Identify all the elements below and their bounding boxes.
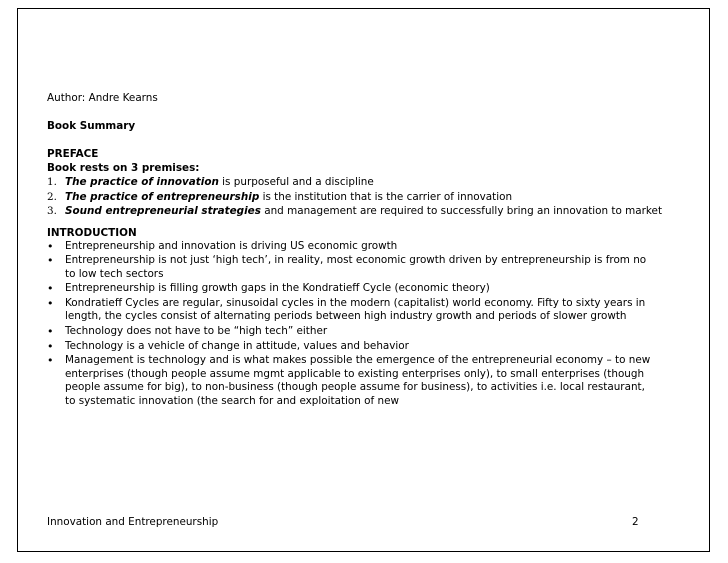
- bullet-text: [65, 282, 490, 296]
- bullet-text-line: Kondratieff Cycles are regular, sinusoidal cycles in the modern (capitalist) world economy. Fifty to sixty years in: [65, 296, 646, 309]
- bullet-item: [47, 254, 667, 281]
- bullet-item: [47, 297, 667, 324]
- bullet-dot-icon: •: [47, 254, 54, 268]
- bullet-item: [47, 240, 667, 254]
- introduction-section: [47, 226, 667, 409]
- bullet-item: [47, 325, 667, 339]
- preface-heading: PREFACE: [47, 148, 99, 160]
- page-number: 2: [632, 516, 639, 528]
- bullet-text: [65, 297, 645, 324]
- premise-number: 3.: [47, 205, 57, 217]
- bullet-text-line: people assume for big), to non-business (though people assume for business), to activities i.e. local restaurant,: [65, 381, 645, 394]
- premise-item: [47, 204, 667, 219]
- bullet-text-line: Management is technology and is what makes possible the emergence of the entrepreneurial economy – to new: [65, 354, 651, 367]
- bullet-text-line: Entrepreneurship is not just ‘high tech’, in reality, most economic growth driven by entrepreneurship is from no: [65, 254, 647, 267]
- premise-text: and management are required to successfully bring an innovation to market: [260, 205, 663, 217]
- preface-section: [47, 147, 667, 219]
- introduction-heading: INTRODUCTION: [47, 226, 137, 239]
- bullet-text-line: length, the cycles consist of alternating periods between high industry growth and periods of slower growth: [65, 310, 627, 323]
- premise-emphasis: Sound entrepreneurial strategies: [65, 205, 261, 217]
- bullet-text-line: to low tech sectors: [65, 267, 164, 280]
- bullet-text: [65, 240, 397, 254]
- bullet-dot-icon: •: [47, 239, 54, 253]
- introduction-bullet-list: [47, 240, 667, 409]
- footer-title: Innovation and Entrepreneurship: [47, 516, 219, 528]
- bullet-text-line: Technology does not have to be “high tech” either: [65, 325, 328, 338]
- bullet-text: [65, 354, 650, 408]
- bullet-dot-icon: •: [47, 339, 54, 353]
- page-content: [47, 91, 667, 410]
- author-line: Author: Andre Kearns: [47, 92, 158, 104]
- bullet-text-line: Entrepreneurship and innovation is driving US economic growth: [65, 239, 398, 252]
- premise-emphasis: The practice of innovation: [65, 176, 219, 188]
- bullet-text-line: enterprises (though people assume mgmt applicable to existing enterprises only), to small enterprises (though: [65, 367, 645, 380]
- bullet-text-line: to systematic innovation (the search for and exploitation of new: [65, 395, 399, 408]
- premise-emphasis: The practice of entrepreneurship: [65, 190, 260, 203]
- bullet-text: [65, 325, 327, 339]
- preface-subheading: Book rests on 3 premises:: [47, 162, 200, 174]
- premises-list: [47, 175, 667, 219]
- bullet-item: [47, 340, 667, 354]
- bullet-text-line: Entrepreneurship is filling growth gaps in the Kondratieff Cycle (economic theory): [65, 282, 490, 295]
- bullet-dot-icon: •: [47, 296, 54, 310]
- premise-text: is purposeful and a discipline: [218, 176, 374, 188]
- premise-text: is the institution that is the carrier of innovation: [259, 190, 513, 203]
- premise-number: 2.: [47, 190, 57, 203]
- bullet-item: [47, 282, 667, 296]
- premise-number: 1.: [47, 176, 57, 188]
- premise-item: [47, 190, 667, 205]
- bullet-dot-icon: •: [47, 282, 54, 296]
- bullet-text-line: Technology is a vehicle of change in attitude, values and behavior: [65, 339, 409, 352]
- bullet-dot-icon: •: [47, 325, 54, 339]
- summary-title: Book Summary: [47, 120, 136, 132]
- bullet-dot-icon: •: [47, 354, 54, 368]
- bullet-item: [47, 354, 667, 408]
- bullet-text: [65, 340, 409, 354]
- premise-item: [47, 175, 667, 190]
- bullet-text: [65, 254, 646, 281]
